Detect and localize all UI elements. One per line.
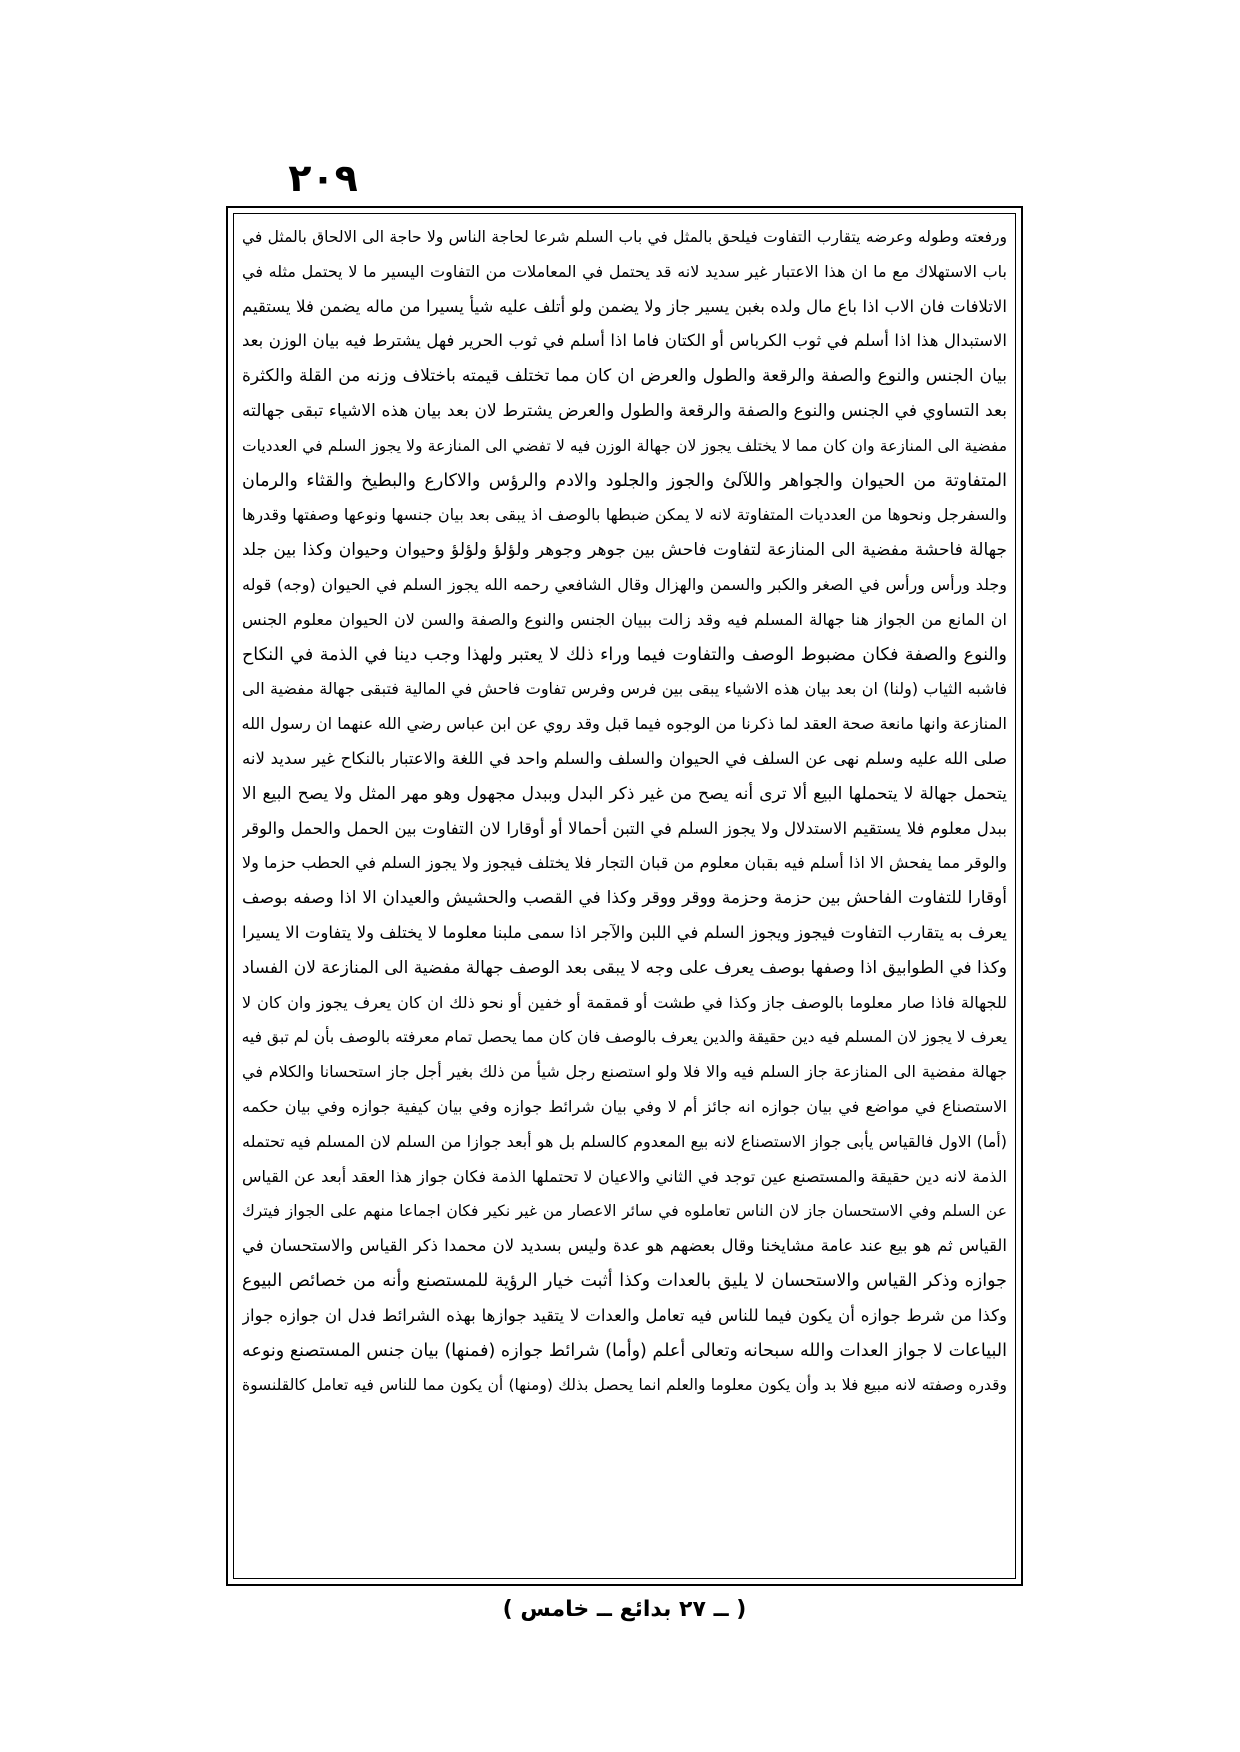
text-line: الاستصناع في مواضع في بيان جوازه انه جائز أم لا وفي بيان شرائط جوازه وفي بيان كيفية جوازه وفي بيان حكمه <box>242 1096 1007 1116</box>
page-footer: ( ــ ٢٧ بدائع ــ خامس ) <box>502 1597 747 1622</box>
text-frame-inner <box>233 213 1016 1579</box>
text-line: وقدره وصفته لانه مبيع فلا بد وأن يكون معلوما والعلم انما يحصل بذلك (ومنها) أن يكون مما للناس فيه تعامل كالقلنسوة <box>242 1376 1007 1395</box>
text-line: فاشبه الثياب (ولنا) ان بعد بيان هذه الاشياء يبقى بين فرس وفرس تفاوت فاحش في المالية فتبقى جهالة مفضية الى <box>242 679 1007 699</box>
text-line: مفضية الى المنازعة وان كان مما لا يختلف يجوز لان جهالة الوزن فيه لا تفضي الى المنازعة ولا يجوز السلم في العدديات <box>242 436 1007 455</box>
text-line: وكذا في الطوابيق اذا وصفها بوصف يعرف على وجه لا يبقى بعد الوصف جهالة مفضية الى المنازعة لان الفساد <box>242 957 1007 978</box>
text-line <box>242 1473 1007 1508</box>
text-line: أوقارا للتفاوت الفاحش بين حزمة وحزمة ووقر ووقر وكذا في القصب والحشيش والعيدان الا اذا وصفه بوصف <box>242 888 1007 909</box>
text-line: جهالة فاحشة مفضية الى المنازعة لتفاوت فاحش بين جوهر وجوهر ولؤلؤ ولؤلؤ وحيوان وحيوان وكذا بين جلد <box>242 540 1007 561</box>
text-line: والسفرجل ونحوها من العدديات المتفاوتة لانه لا يمكن ضبطها بالوصف اذ يبقى بعد بيان جنسها ونوعها وصفتها وقدرها <box>242 505 1007 525</box>
text-line: الاتلافات فان الاب اذا باع مال ولده بغبن يسير جاز ولا يضمن ولو أتلف عليه شيأ يسيرا من ماله يضمن فلا يستقيم <box>242 296 1007 316</box>
text-line: عن السلم وفي الاستحسان جاز لان الناس تعاملوه في سائر الاعصار من غير نكير فكان اجماعا منهم على الجواز فيترك <box>242 1202 1007 1221</box>
text-line: المنازعة وانها مانعة صحة العقد لما ذكرنا من الوجوه فيما قبل وقد روي عن ابن عباس رضي الله عنهما ان رسول الله <box>242 714 1007 734</box>
text-line: بيان الجنس والنوع والصفة والرقعة والطول والعرض ان كان مما تختلف قيمته باختلاف وزنه من القلة والكثرة <box>242 366 1007 387</box>
text-line: القياس ثم هو بيع عند عامة مشايخنا وقال بعضهم هو عدة وليس بسديد لان محمدا ذكر القياس والاستحسان في <box>242 1236 1007 1256</box>
text-line: جوازه وذكر القياس والاستحسان لا يليق بالعدات وكذا أثبت خيار الرؤية للمستصنع وأنه من خصائص البيوع <box>242 1270 1007 1291</box>
text-line: وجلد ورأس ورأس في الصغر والكبر والسمن والهزال وقال الشافعي رحمه الله يجوز السلم في الحيوان (وجه) قوله <box>242 574 1007 594</box>
text-line: يعرف به يتقارب التفاوت فيجوز ويجوز السلم في اللبن والآجر اذا سمى ملبنا معلوما لا يختلف ولا يتفاوت الا يسيرا <box>242 922 1007 942</box>
text-line: يعرف لا يجوز لان المسلم فيه دين حقيقة والدين يعرف بالوصف فان كان مما يحصل تمام معرفته بالوصف بأن لم تبق فيه <box>242 1028 1007 1047</box>
text-line: البياعات لا جواز العدات والله سبحانه وتعالى أعلم (وأما) شرائط جوازه (فمنها) بيان جنس المستصنع ونوعه <box>242 1340 1007 1361</box>
text-line: (أما) الاول فالقياس يأبى جواز الاستصناع لانه بيع المعدوم كالسلم بل هو أبعد جوازا من السلم لان المسلم فيه تحتمله <box>242 1131 1007 1151</box>
text-line: جهالة مفضية الى المنازعة جاز السلم فيه والا فلا ولو استصنع رجل شيأ من ذلك بغير أجل جاز استحسانا والكلام في <box>242 1062 1007 1082</box>
text-line: صلى الله عليه وسلم نهى عن السلف في الحيوان والسلف والسلم واحد في اللغة والاعتبار بالنكاح غير سديد لانه <box>242 748 1007 768</box>
text-line: ببدل معلوم فلا يستقيم الاستدلال ولا يجوز السلم في التبن أحمالا أو أوقارا لان التفاوت بين الحمل والحمل والوقر <box>242 818 1007 838</box>
text-line <box>242 1438 1007 1473</box>
text-line: باب الاستهلاك مع ما ان هذا الاعتبار غير سديد لانه قد يحتمل في المعاملات من التفاوت اليسير ما لا يحتمل مثله في <box>242 261 1007 281</box>
text-line: الذمة لانه دين حقيقة والمستصنع عين توجد في الثاني والاعيان لا تحتملها الذمة فكان جواز هذا العقد أبعد عن القياس <box>242 1166 1007 1186</box>
text-frame <box>226 206 1023 1586</box>
text-line: المتفاوتة من الحيوان والجواهر واللآلئ والجوز والجلود والادم والرؤس والاكارع والبطيخ والقثاء والرمان <box>242 470 1007 491</box>
text-line: والوقر مما يفحش الا اذا أسلم فيه بقبان معلوم من قبان التجار فلا يختلف فيجوز ولا يجوز السلم في الحطب حزما ولا <box>242 853 1007 873</box>
text-line <box>242 1403 1007 1438</box>
body-text <box>242 220 1007 1577</box>
text-line <box>242 1542 1007 1577</box>
text-line: ورفعته وطوله وعرضه يتقارب التفاوت فيلحق بالمثل في باب السلم شرعا لحاجة الناس ولا حاجة الى الالحاق بالمثل في <box>242 228 1007 246</box>
text-line: يتحمل جهالة لا يتحملها البيع ألا ترى أنه يصح من غير ذكر البدل وببدل مجهول وهو مهر المثل ولا يصح البيع الا <box>242 783 1007 804</box>
text-line: للجهالة فاذا صار معلوما بالوصف جاز وكذا في طشت أو قمقمة أو خفين أو نحو ذلك ان كان يعرف يجوز وان كان لا <box>242 992 1007 1012</box>
text-line: بعد التساوي في الجنس والنوع والصفة والرقعة والطول والعرض يشترط لان بعد بيان هذه الاشياء تبقى جهالته <box>242 400 1007 421</box>
page-number: ٢٠٩ <box>288 156 358 200</box>
text-line: ان المانع من الجواز هنا جهالة المسلم فيه وقد زالت ببيان الجنس والنوع والصفة والسن لان الحيوان معلوم الجنس <box>242 609 1007 629</box>
text-line: وكذا من شرط جوازه أن يكون فيما للناس فيه تعامل والعدات لا يتقيد جوازها بهذه الشرائط فدل ان جوازه جواز <box>242 1305 1007 1325</box>
text-line <box>242 1507 1007 1542</box>
text-line: والنوع والصفة فكان مضبوط الوصف والتفاوت فيما وراء ذلك لا يعتبر ولهذا وجب دينا في الذمة في النكاح <box>242 644 1007 665</box>
text-line: الاستبدال هذا اذا أسلم في ثوب الكرباس أو الكتان فاما اذا أسلم في ثوب الحرير فهل يشترط فيه بيان الوزن بعد <box>242 331 1007 351</box>
